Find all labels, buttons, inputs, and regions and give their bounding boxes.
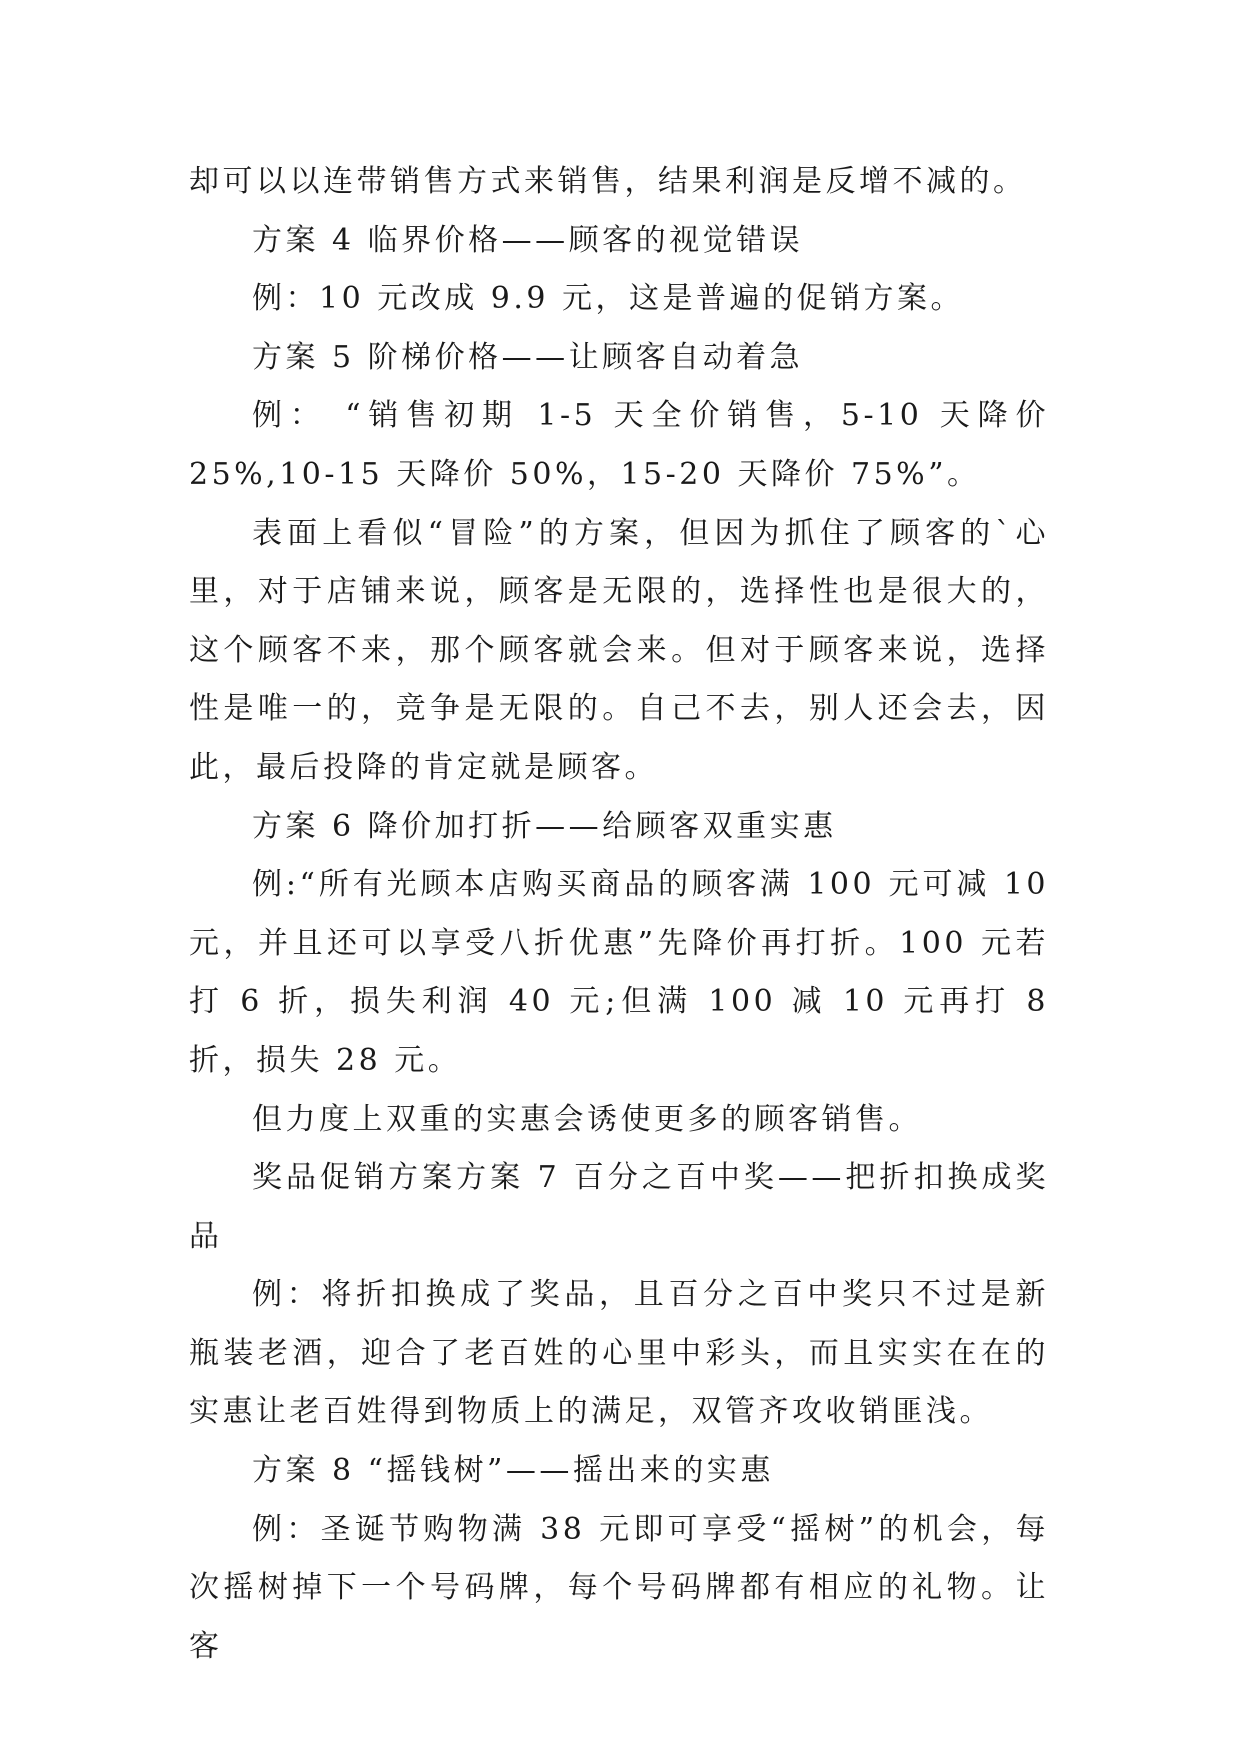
paragraph-1: 却可以以连带销售方式来销售，结果利润是反增不减的。 bbox=[189, 164, 1027, 199]
paragraph-9: 但力度上双重的实惠会诱使更多的顾客销售。 bbox=[252, 1101, 922, 1137]
paragraph-2: 方案 4 临界价格——顾客的视觉错误 bbox=[252, 222, 804, 258]
paragraph-8: 例:“所有光顾本店购买商品的顾客满 100 元可减 10 元，并且还可以享受八折优惠”先降价再打折。100 元若打 6 折，损失利润 40 元;但满 100 减 10 元再打 8 折，损失 28 元。 bbox=[189, 867, 1049, 1078]
paragraph-7: 方案 6 降价加打折——给顾客双重实惠 bbox=[252, 808, 837, 844]
paragraph-5: 例： “销售初期 1-5 天全价销售，5-10 天降价 25%,10-15 天降价 50%，15-20 天降价 75%”。 bbox=[189, 398, 1049, 492]
paragraph-4: 方案 5 阶梯价格——让顾客自动着急 bbox=[252, 339, 804, 375]
paragraph-3: 例：10 元改成 9.9 元，这是普遍的促销方案。 bbox=[252, 281, 964, 317]
paragraph-10: 奖品促销方案方案 7 百分之百中奖——把折扣换成奖品 bbox=[189, 1160, 1049, 1254]
paragraph-12: 方案 8 “摇钱树”——摇出来的实惠 bbox=[252, 1453, 774, 1489]
paragraph-11: 例：将折扣换成了奖品，且百分之百中奖只不过是新瓶装老酒，迎合了老百姓的心里中彩头，而且实实在在的实惠让老百姓得到物质上的满足，双管齐攻收销匪浅。 bbox=[189, 1277, 1049, 1430]
paragraph-13: 例：圣诞节购物满 38 元即可享受“摇树”的机会，每次摇树掉下一个号码牌，每个号码牌都有相应的礼物。让客 bbox=[189, 1511, 1049, 1664]
document-body bbox=[189, 153, 1049, 1676]
paragraph-6: 表面上看似“冒险”的方案，但因为抓住了顾客的`心里，对于店铺来说，顾客是无限的，选择性也是很大的，这个顾客不来，那个顾客就会来。但对于顾客来说，选择性是唯一的，竞争是无限的。自己不去，别人还会去，因此，最后投降的肯定就是顾客。 bbox=[189, 515, 1049, 785]
